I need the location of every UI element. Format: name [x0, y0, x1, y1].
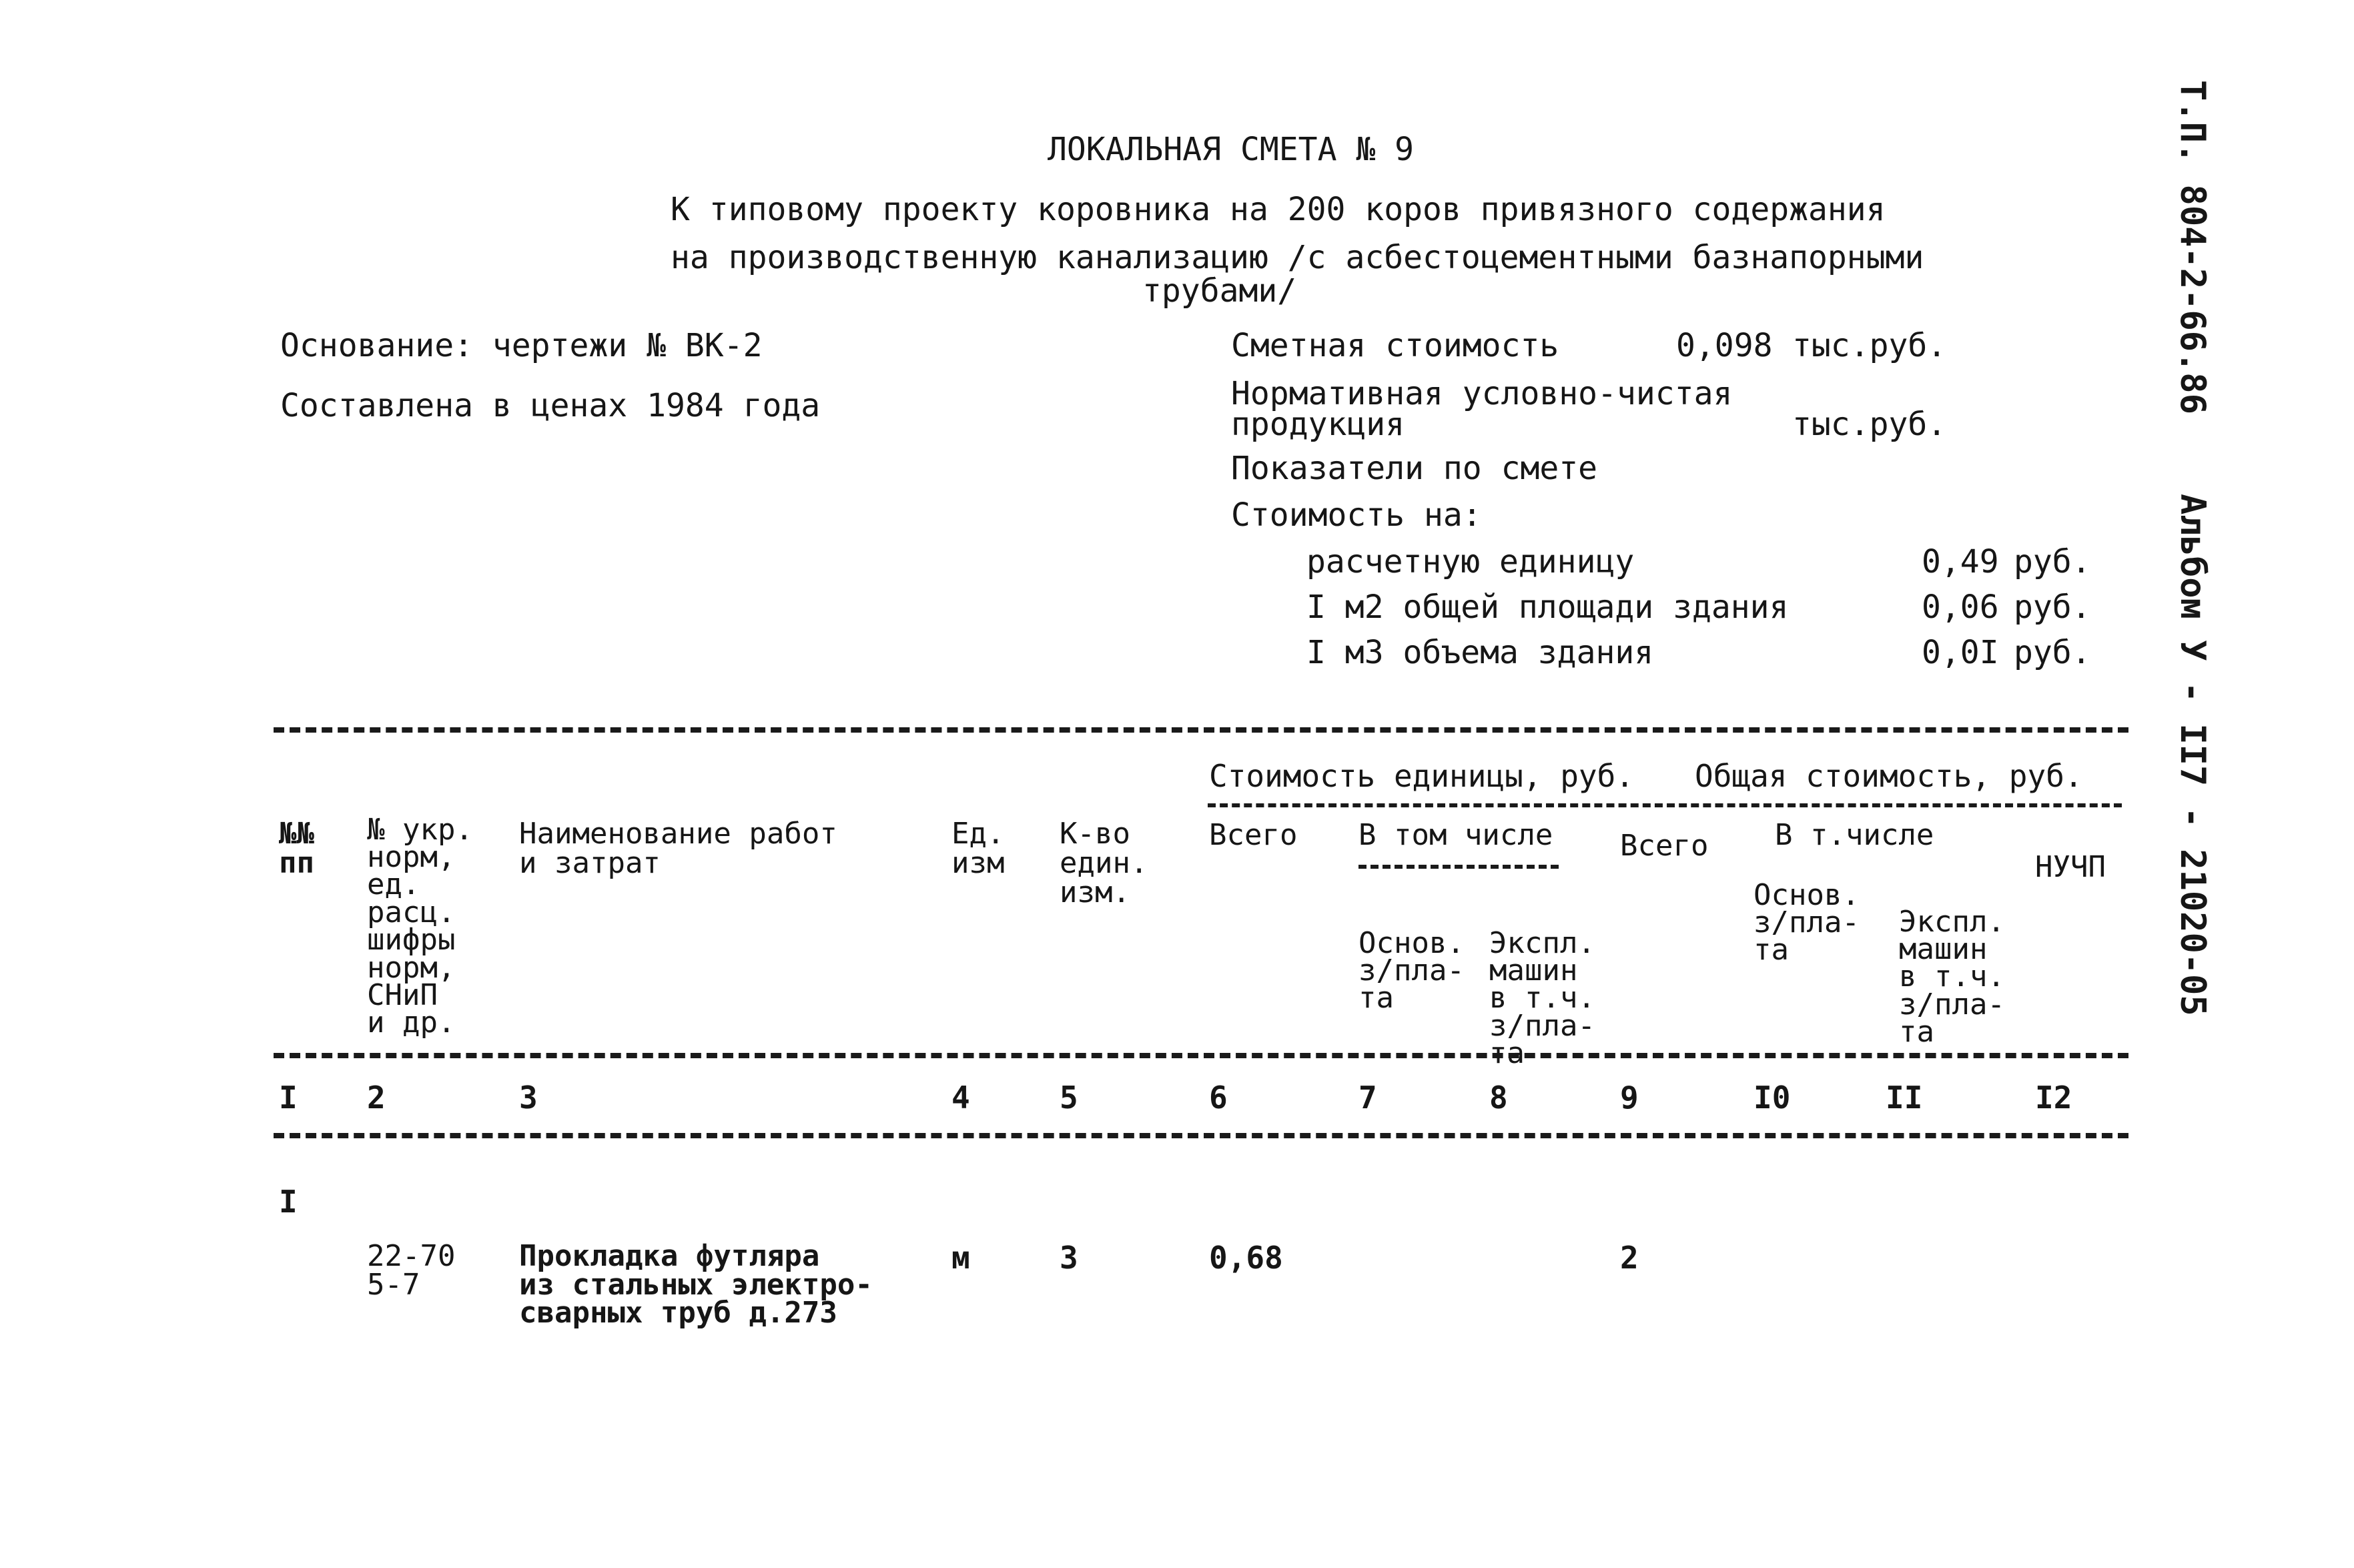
indicator-unit: руб. [2014, 543, 2091, 580]
header-incl-unit: В том числе [1358, 818, 1553, 852]
indicator-value: 0,0I [1922, 634, 1999, 671]
header-total-cost-group: Общая стоимость, руб. [1695, 758, 2083, 794]
row-num: I [279, 1184, 298, 1220]
subtitle-line-3: трубами/ [1142, 272, 1297, 310]
col-number: 6 [1209, 1080, 1228, 1116]
cost-on-label: Стоимость на: [1231, 496, 1482, 534]
col-number: 7 [1358, 1080, 1377, 1116]
col-number: 2 [367, 1080, 386, 1116]
subtitle-line-2: на производственную канализацию /с асбестоцементными базнапорными [671, 239, 1924, 276]
col-number: I2 [2035, 1080, 2072, 1116]
col-numbers-bottom-rule [274, 1133, 2128, 1138]
header-unit-cost-group: Стоимость единицы, руб. [1209, 758, 1634, 794]
col-number: 3 [519, 1080, 538, 1116]
indicator-unit: руб. [2014, 589, 2091, 626]
indicator-value: 0,49 [1922, 543, 1999, 580]
row-code: 22-70 5-7 [367, 1239, 456, 1302]
prices-year-text: Составлена в ценах 1984 года [280, 387, 821, 424]
estimated-cost-label: Сметная стоимость [1231, 327, 1559, 364]
row-total: 2 [1620, 1240, 1639, 1276]
col-number: I0 [1753, 1080, 1791, 1116]
col-number: 8 [1489, 1080, 1508, 1116]
header-col-3: Наименование работ и затрат [519, 817, 837, 880]
col-number: II [1886, 1080, 1923, 1116]
col-number: I [279, 1080, 298, 1116]
table-top-rule [274, 727, 2128, 733]
normative-label-1: Нормативная условно-чистая [1231, 375, 1733, 412]
header-col-4: Ед. изм [951, 817, 1005, 880]
header-col-12: НУЧП [2035, 850, 2106, 884]
indicator-label: I м3 объема здания [1306, 634, 1654, 671]
subtitle-line-1: К типовому проекту коровника на 200 коров привязного содержания [671, 191, 1886, 228]
indicator-label: I м2 общей площади здания [1306, 589, 1789, 626]
estimated-cost-value: 0,098 [1676, 327, 1773, 364]
header-col-1: №№ пп [279, 817, 314, 880]
row-unit: м [951, 1240, 970, 1276]
header-col-8: Экспл. машин в т.ч. з/пла- та [1489, 925, 1595, 1071]
estimated-cost-unit: тыс.руб. [1792, 327, 1947, 364]
header-group-rule [1208, 803, 2122, 807]
header-col-2: № укр. норм, ед. расц. шифры норм, СНиП и др. [367, 812, 473, 1040]
indicator-label: расчетную единицу [1306, 543, 1635, 580]
row-qty: 3 [1060, 1240, 1078, 1276]
header-col-7: Основ. з/пла- та [1358, 925, 1465, 1016]
document-title: ЛОКАЛЬНАЯ СМЕТА № 9 [1048, 131, 1415, 168]
row-name: Прокладка футляра из стальных электро- сварных труб д.273 [519, 1239, 873, 1330]
side-project-code: Т.П. 804-2-66.86 [2173, 80, 2213, 414]
header-col-5: К-во един. изм. [1060, 817, 1148, 909]
indicators-label: Показатели по смете [1231, 450, 1598, 487]
indicator-unit: руб. [2014, 634, 2091, 671]
header-col-10: Основ. з/пла- та [1753, 877, 1860, 967]
header-incl-total: В т.числе [1775, 818, 1934, 852]
side-album-code: Альбом У - II7 - 21020-05 [2173, 494, 2213, 1016]
header-col-11: Экспл. машин в т.ч. з/пла- та [1899, 904, 2005, 1050]
col-number: 5 [1060, 1080, 1078, 1116]
col-number: 9 [1620, 1080, 1639, 1116]
header-incl-unit-rule [1358, 865, 1559, 869]
indicator-value: 0,06 [1922, 589, 1999, 626]
normative-label-2: продукция [1231, 406, 1405, 443]
row-unit-total: 0,68 [1209, 1240, 1283, 1276]
header-col-6: Всего [1209, 818, 1298, 852]
normative-unit: тыс.руб. [1792, 406, 1947, 443]
header-bottom-rule [274, 1053, 2128, 1058]
col-number: 4 [951, 1080, 970, 1116]
header-col-9: Всего [1620, 829, 1709, 863]
basis-text: Основание: чертежи № ВК-2 [280, 327, 763, 364]
